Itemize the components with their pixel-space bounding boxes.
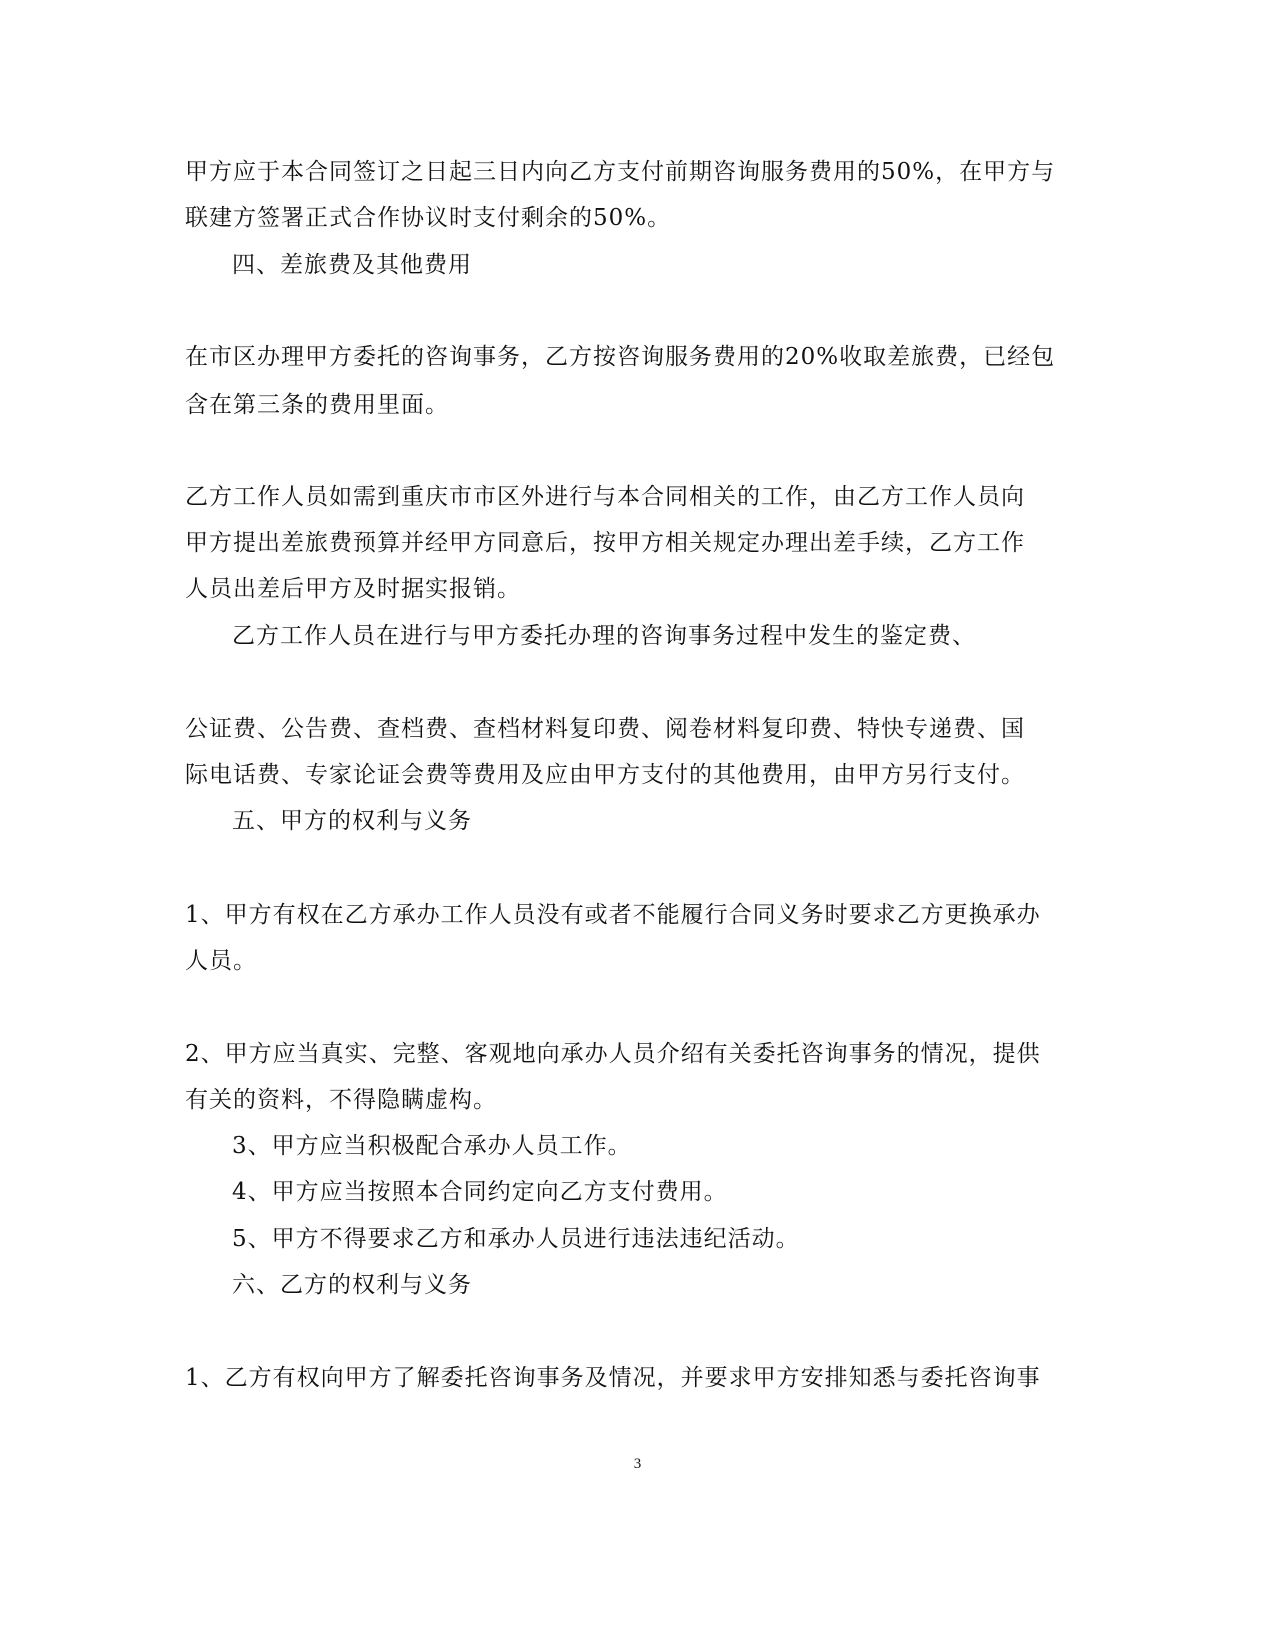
text-line: 公证费、公告费、查档费、查档材料复印费、阅卷材料复印费、特快专递费、国 <box>185 716 1025 742</box>
section-heading: 六、乙方的权利与义务 <box>232 1272 472 1298</box>
text-line: 1、甲方有权在乙方承办工作人员没有或者不能履行合同义务时要求乙方更换承办 <box>185 902 1041 928</box>
text-line: 2、甲方应当真实、完整、客观地向承办人员介绍有关委托咨询事务的情况，提供 <box>185 1041 1041 1067</box>
section-heading: 五、甲方的权利与义务 <box>232 808 472 834</box>
section-heading: 四、差旅费及其他费用 <box>232 252 472 278</box>
text-line: 4、甲方应当按照本合同约定向乙方支付费用。 <box>232 1179 728 1205</box>
text-line: 甲方应于本合同签订之日起三日内向乙方支付前期咨询服务费用的50%，在甲方与 <box>185 159 1056 185</box>
text-line: 际电话费、专家论证会费等费用及应由甲方支付的其他费用，由甲方另行支付。 <box>185 762 1025 788</box>
text-line: 含在第三条的费用里面。 <box>185 392 449 418</box>
text-line: 乙方工作人员在进行与甲方委托办理的咨询事务过程中发生的鉴定费、 <box>232 623 976 649</box>
text-line: 有关的资料，不得隐瞒虚构。 <box>185 1087 497 1113</box>
page-number: 3 <box>633 1456 642 1472</box>
text-line: 5、甲方不得要求乙方和承办人员进行违法违纪活动。 <box>232 1226 800 1252</box>
text-line: 3、甲方应当积极配合承办人员工作。 <box>232 1133 632 1159</box>
text-line: 人员出差后甲方及时据实报销。 <box>185 576 521 602</box>
text-line: 乙方工作人员如需到重庆市市区外进行与本合同相关的工作，由乙方工作人员向 <box>185 484 1025 510</box>
text-line: 在市区办理甲方委托的咨询事务，乙方按咨询服务费用的20%收取差旅费，已经包 <box>185 344 1056 370</box>
text-line: 人员。 <box>185 948 257 974</box>
text-line: 1、乙方有权向甲方了解委托咨询事务及情况，并要求甲方安排知悉与委托咨询事 <box>185 1365 1041 1391</box>
text-line: 甲方提出差旅费预算并经甲方同意后，按甲方相关规定办理出差手续，乙方工作 <box>185 530 1025 556</box>
text-line: 联建方签署正式合作协议时支付剩余的50%。 <box>185 205 672 231</box>
